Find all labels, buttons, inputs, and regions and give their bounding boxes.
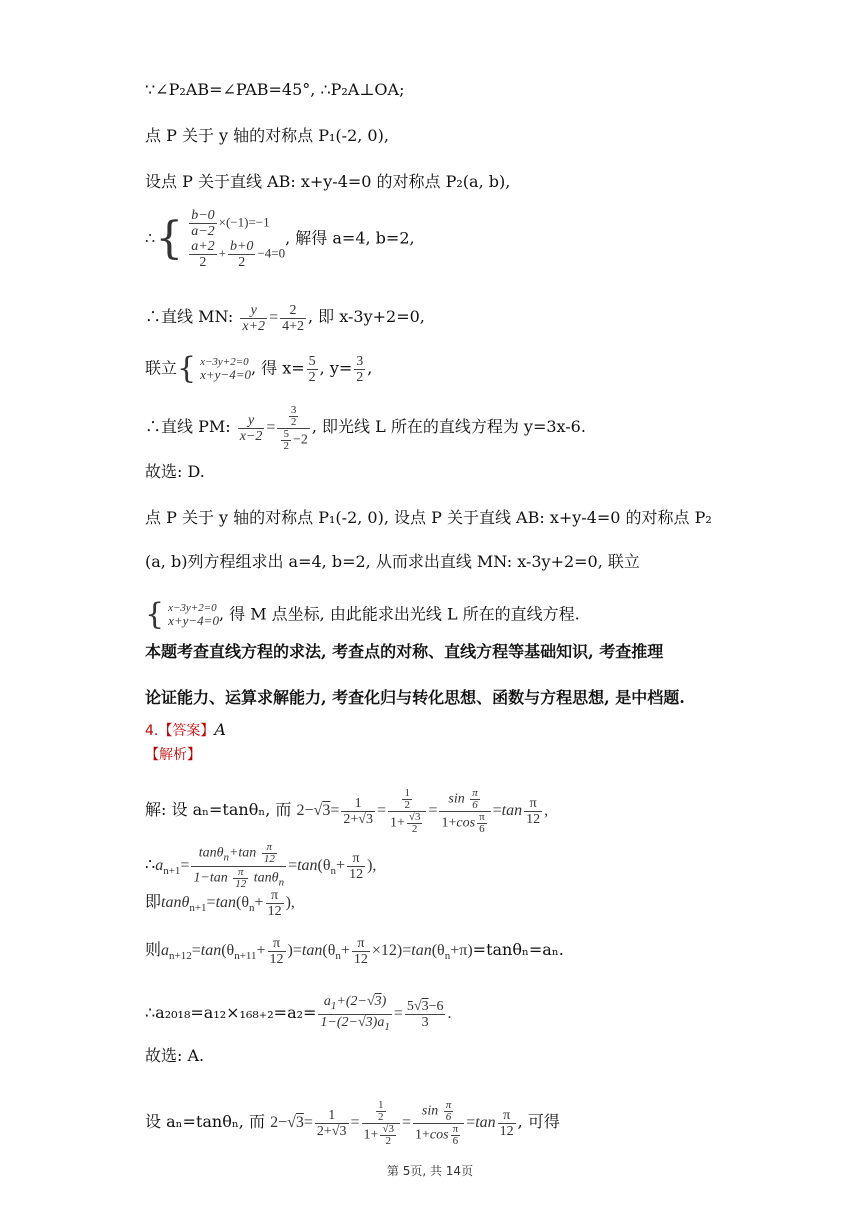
- text-line-1: ∵∠P₂AB=∠PAB=45°, ∴P₂A⊥OA;: [145, 80, 405, 99]
- simultaneous-equations: 联立{ x−3y+2=0 x+y−4=0 , 得 x= $\frac{5}{2}$ , y= $\frac{3}{2}$ ,: [145, 351, 373, 386]
- answer-tag: 【答案】: [158, 723, 215, 739]
- solution-line-2: $\therefore a_{n+1}=$ tanθ$_n$+tan $\frac{\pi}{12}$ 1−tan $\frac{\pi}{12}$ tanθ$_n$ $=\tan(\theta_n+$ $\frac{\pi}{12}$ ),: [145, 841, 377, 890]
- analysis-line-1: 点 P 关于 y 轴的对称点 P₁(-2, 0), 设点 P 关于直线 AB: x+y-4=0 的对称点 P₂: [145, 508, 712, 527]
- question-4-answer: [145, 720, 226, 741]
- question-number: 4.: [145, 723, 159, 739]
- line-pm-equation: ∴直线 PM: $\frac{y}{x-2}$ = $\frac{3}{2}$ $\frac{5}{2}$ −2 , 即光线 L 所在的直线方程为 y=3x-6.: [145, 404, 586, 452]
- solution-line-7-text: 设 aₙ=tanθₙ, 而: [145, 1112, 265, 1132]
- text-line-2: 点 P 关于 y 轴的对称点 P₁(-2, 0),: [145, 126, 389, 145]
- page-footer: 第 5页, 共 14页: [386, 1164, 474, 1178]
- solution-line-5-text: ∴a₂₀₁₈=a₁₂×₁₆₈₊₂=a₂=: [145, 1002, 317, 1022]
- line-pm-result: , 即光线 L 所在的直线方程为 y=3x-6.: [311, 417, 586, 437]
- answer-choice-a: 故选: A.: [145, 1046, 205, 1065]
- solution-line-5: ∴a₂₀₁₈=a₁₂×₁₆₈₊₂=a₂= $\frac{a_1+(2-√3)}{1-(2-√3)a_1}$ = $\frac{5√3-6}{3}$ .: [145, 994, 452, 1033]
- solution-y-label: , y=: [319, 358, 353, 378]
- analysis-line-3-text: , 得 M 点坐标, 由此能求出光线 L 所在的直线方程.: [218, 604, 580, 624]
- solution-line-4-text: 则: [145, 940, 162, 960]
- equation-system-1: ∴{ $\frac{b-0}{a-2}$ ×(−1)=−1 $\frac{a+2}{2}$ + $\frac{b+0}{2}$ −4=0 , 解得 a=4, b=2,: [145, 208, 415, 270]
- comment-line-1: 本题考查直线方程的求法, 考查点的对称、直线方程等基础知识, 考查推理: [145, 642, 664, 661]
- analysis-tag: 【解析】: [145, 747, 201, 763]
- analysis-line-3: { x−3y+2=0 x+y−4=0 , 得 M 点坐标, 由此能求出光线 L 所在的直线方程.: [145, 597, 580, 632]
- text-line-3: 设点 P 关于直线 AB: x+y-4=0 的对称点 P₂(a, b),: [145, 172, 511, 191]
- solution-end: ,: [367, 358, 373, 378]
- line-mn-result: , 即 x-3y+2=0,: [308, 307, 425, 327]
- analysis-line-2: (a, b)列方程组求出 a=4, b=2, 从而求出直线 MN: x-3y+2=0, 联立: [145, 552, 640, 571]
- line-mn-label: ∴直线 MN:: [145, 307, 234, 327]
- system-equations: $\frac{b-0}{a-2}$ ×(−1)=−1 $\frac{a+2}{2}$ + $\frac{b+0}{2}$ −4=0: [191, 208, 286, 270]
- line-mn-equation: ∴直线 MN: $\frac{y}{x+2}$ = $\frac{2}{4+2}$ , 即 x-3y+2=0,: [145, 303, 425, 334]
- solution-line-7: 设 aₙ=tanθₙ, 而 2−√3= $\frac{1}{2+√3}$ = $\frac{1}{2}$ 1+ $\frac{√3}{2}$ = sin $\frac{\pi}{6}$ 1+cos $\frac{\pi}{6}$ =tan $\frac{\pi}{12}$ , 可得: [145, 1099, 560, 1147]
- system-result: , 解得 a=4, b=2,: [285, 228, 415, 248]
- solution-line-2-text: ∴: [145, 854, 156, 874]
- simultaneous-label: 联立: [145, 358, 178, 378]
- answer-value: A: [214, 720, 226, 739]
- solution-line-4: 则$a_{n+12}=\tan(\theta_{n+11}+$ $\frac{\pi}{12}$ )$=\tan(\theta_n+$ $\frac{\pi}{12}$ $\times 12)=\tan(\theta_n+\pi)=\tan\theta_n=a_n$.: [145, 936, 564, 967]
- line-pm-label: ∴直线 PM:: [145, 417, 231, 437]
- solution-line-1-text: 解: 设 aₙ=tanθₙ, 而: [145, 800, 292, 820]
- solution-line-1: 解: 设 aₙ=tanθₙ, 而 2−√3= $\frac{1}{2+√3}$ = $\frac{1}{2}$ 1+ $\frac{√3}{2}$ = sin $\frac{\pi}{6}$ 1+cos $\frac{\pi}{6}$ =tan $\frac{\pi}{12}$ ,: [145, 787, 549, 835]
- solution-line-3: 即$\tan\theta_{n+1}=\tan(\theta_n+$ $\frac{\pi}{12}$ ),: [145, 888, 295, 919]
- comment-line-2: 论证能力、运算求解能力, 考查化归与转化思想、函数与方程思想, 是中档题.: [145, 688, 685, 707]
- analysis-tag-line: [145, 744, 201, 765]
- solution-line-7-end: , 可得: [517, 1112, 560, 1132]
- answer-choice-d: 故选: D.: [145, 462, 205, 481]
- solution-x-label: , 得 x=: [250, 358, 305, 378]
- solution-line-4-end: =tanθₙ=aₙ.: [472, 940, 564, 960]
- solution-line-3-text: 即: [145, 892, 162, 912]
